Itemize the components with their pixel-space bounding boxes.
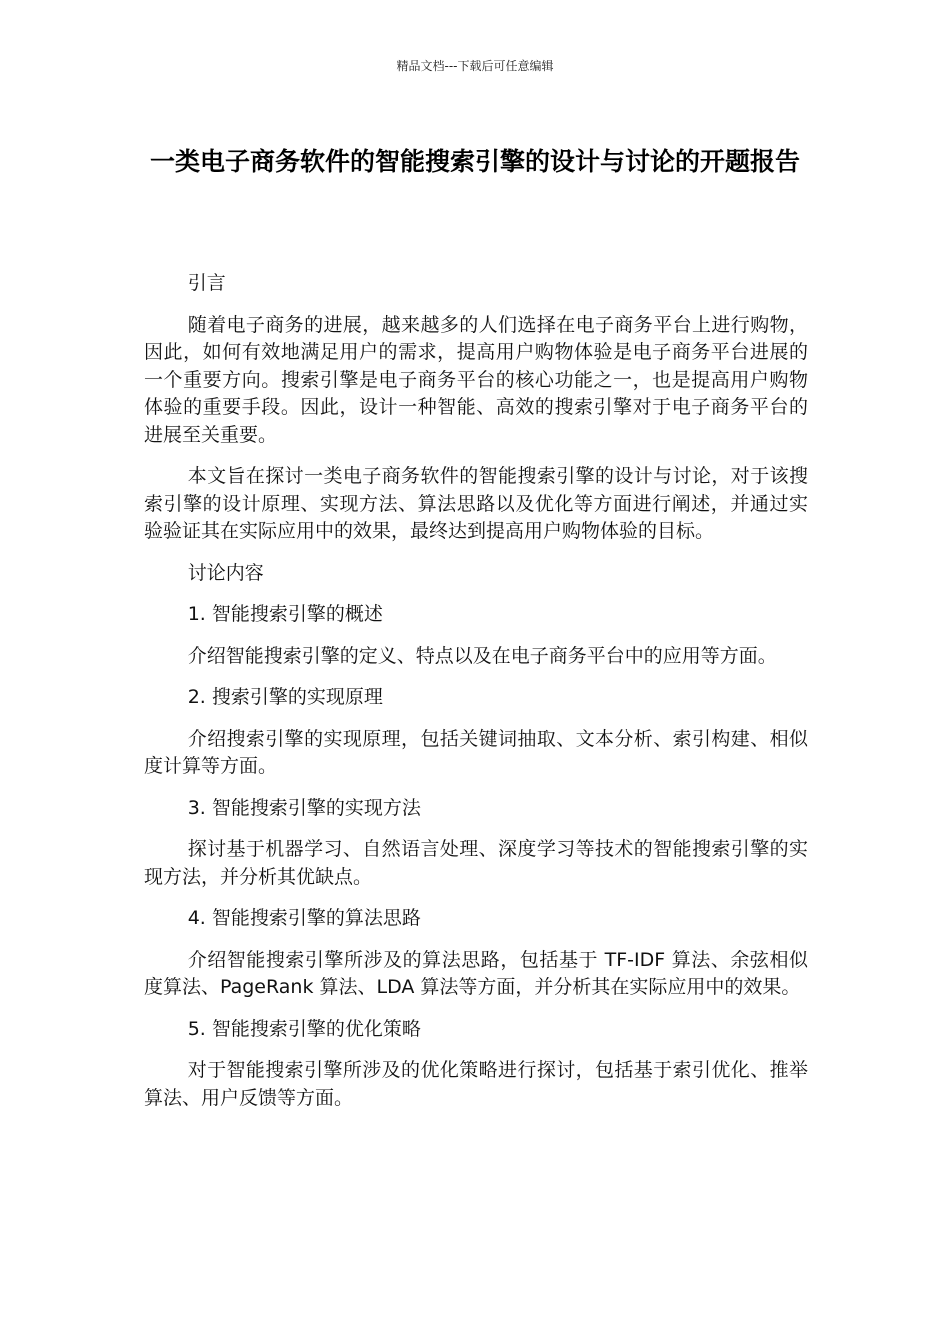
page-header: 精品文档---下载后可任意编辑 — [396, 59, 554, 73]
item-1-heading: 1. 智能搜索引擎的概述 — [187, 603, 383, 625]
item-4-heading: 4. 智能搜索引擎的算法思路 — [187, 907, 421, 929]
intro-paragraph-1: 随着电子商务的进展，越来越多的人们选择在电子商务平台上进行购物，因此，如何有效地满足用户的需求，提高用户购物体验是电子商务平台进展的一个重要方向。搜索引擎是电子商务平台的核心功能之一，也是提高用户购物体验的重要手段。因此，设计一种智能、高效的搜索引擎对于电子商务平台的进展至关重要。 — [144, 313, 808, 446]
item-3-heading: 3. 智能搜索引擎的实现方法 — [187, 796, 421, 819]
item-3-body: 探讨基于机器学习、自然语言处理、深度学习等技术的智能搜索引擎的实现方法，并分析其优缺点。 — [144, 838, 808, 888]
intro-heading: 引言 — [187, 272, 226, 294]
item-1-body: 介绍智能搜索引擎的定义、特点以及在电子商务平台中的应用等方面。 — [187, 644, 777, 667]
document-title: 一类电子商务软件的智能搜索引擎的设计与讨论的开题报告 — [149, 147, 800, 176]
document-body — [144, 270, 808, 1126]
item-2-body: 介绍搜索引擎的实现原理，包括关键词抽取、文本分析、索引构建、相似度计算等方面。 — [144, 727, 808, 777]
content-heading: 讨论内容 — [187, 561, 264, 584]
item-4-body: 介绍智能搜索引擎所涉及的算法思路，包括基于 TF-IDF 算法、余弦相似度算法、PageRank 算法、LDA 算法等方面，并分析其在实际应用中的效果。 — [144, 948, 808, 998]
item-5-heading: 5. 智能搜索引擎的优化策略 — [187, 1017, 421, 1040]
item-2-heading: 2. 搜索引擎的实现原理 — [187, 686, 383, 708]
intro-paragraph-2: 本文旨在探讨一类电子商务软件的智能搜索引擎的设计与讨论，对于该搜索引擎的设计原理、实现方法、算法思路以及优化等方面进行阐述，并通过实验验证其在实际应用中的效果，最终达到提高用户购物体验的目标。 — [144, 465, 808, 542]
item-5-body: 对于智能搜索引擎所涉及的优化策略进行探讨，包括基于索引优化、推举算法、用户反馈等方面。 — [144, 1059, 808, 1109]
